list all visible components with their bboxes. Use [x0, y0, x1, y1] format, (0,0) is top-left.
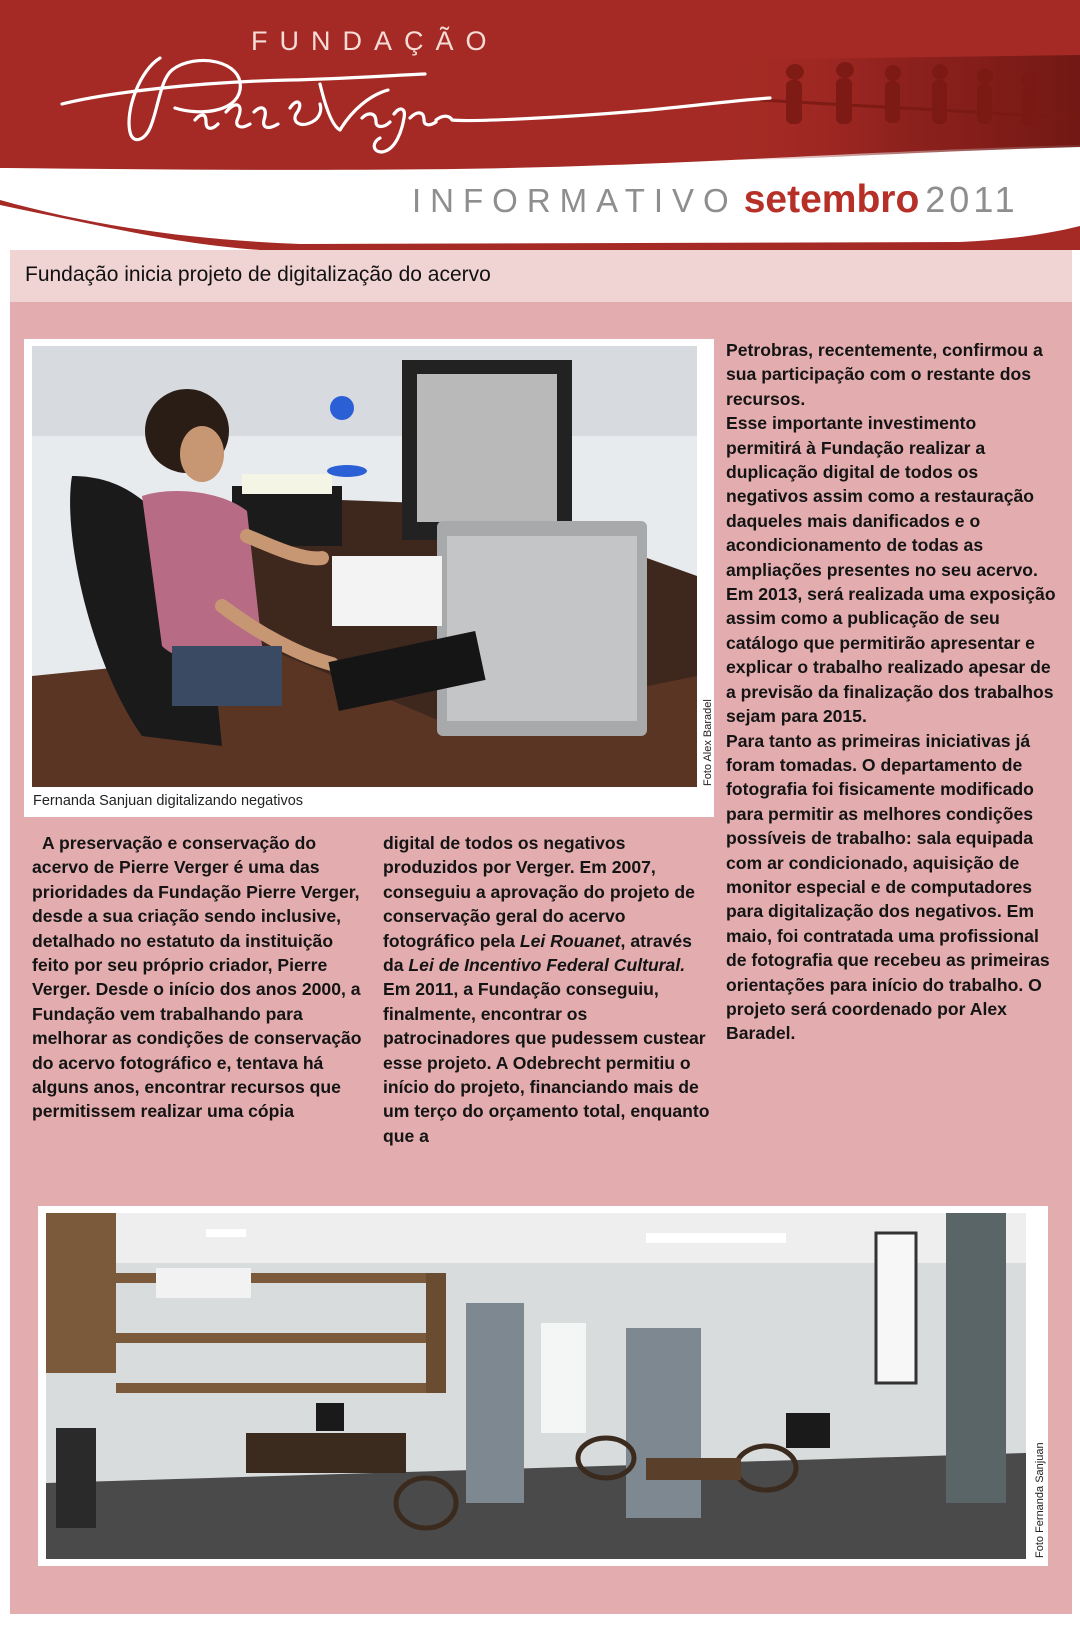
- column-2-text-b: , através da: [383, 930, 692, 976]
- column-1-text: A preservação e conservação do acervo de Pierre Verger é uma das prioridades da Fundação Pierre Verger, desde a sua criação sendo inclusive, detalhado no estatuto da instituição feito por seu próprio criador, Pierre Verger. Desde o início dos anos 2000, a Fundação vem trabalhando para melhorar as condições de conservação do acervo fotográfico e, tentava há alguns anos, encontrar recursos que permitissem realizar uma cópia: [32, 833, 362, 1122]
- newsletter-title: [412, 180, 1019, 219]
- issue-month: setembro: [743, 178, 920, 221]
- newsletter-word: INFORMATIVO: [412, 182, 738, 219]
- photo-credit-alex: Foto Alex Baradel: [702, 699, 714, 786]
- newsletter-header: [0, 0, 1080, 260]
- article-headline: Fundação inicia projeto de digitalização do acervo: [25, 263, 491, 286]
- issue-year: 2011: [925, 179, 1019, 220]
- photo-photography-department: [46, 1213, 1026, 1559]
- photo-credit-fernanda: Foto Fernanda Sanjuan: [1034, 1442, 1046, 1558]
- header-banner-graphic: [0, 0, 1080, 260]
- photo-digitizing-negatives: [32, 346, 697, 787]
- column-3-paragraph-2: Esse importante investimento permitirá à Fundação realizar a duplicação digital de todos os negativos assim como a restauração daqueles mais danificados e o acondicionamento de todas as ampliações presentes no seu acervo. Em 2013, será realizada uma exposição assim como a publicação de seu catálogo que permitirão apresentar e explicar o trabalho realizado apesar de a previsão da finalização dos trabalhos sejam para 2015.: [726, 413, 1056, 727]
- column-3-paragraph-3: Para tanto as primeiras iniciativas já foram tomadas. O departamento de fotografia foi fisicamente modificado para permitir as melhores condições possíveis de trabalho: sala equipada com ar condicionado, aquisição de monitor especial e de computadores para digitalização dos negativos. Em maio, foi contratada uma profissional de fotografia que recebeu as primeiras orientações para início do trabalho. O projeto será coordenado por Alex Baradel.: [726, 730, 1050, 1044]
- article-column-3: [726, 338, 1056, 1046]
- foundation-word: FUNDAÇÃO: [251, 26, 499, 56]
- article-column-1: [32, 831, 362, 1124]
- column-2-text-a: digital de todos os negativos produzidos por Verger. Em 2007, conseguiu a aprovação do projeto de conservação geral do acervo fotográfico pela: [383, 833, 695, 951]
- article-column-2: [383, 831, 713, 1148]
- column-2-text-c: Em 2011, a Fundação conseguiu, finalmente, encontrar os patrocinadores que pudessem custear esse projeto. A Odebrecht permitiu o início do projeto, financiando mais de um terço do orçamento total, enquanto que a: [383, 979, 710, 1146]
- law-incentivo: Lei de Incentivo Federal Cultural.: [408, 955, 686, 976]
- photo-caption: Fernanda Sanjuan digitalizando negativos: [33, 793, 304, 809]
- column-2-paragraph: [383, 831, 713, 1148]
- column-3-paragraph-1: Petrobras, recentemente, confirmou a sua participação com o restante dos recursos.: [726, 340, 1043, 409]
- law-rouanet: Lei Rouanet: [519, 930, 621, 951]
